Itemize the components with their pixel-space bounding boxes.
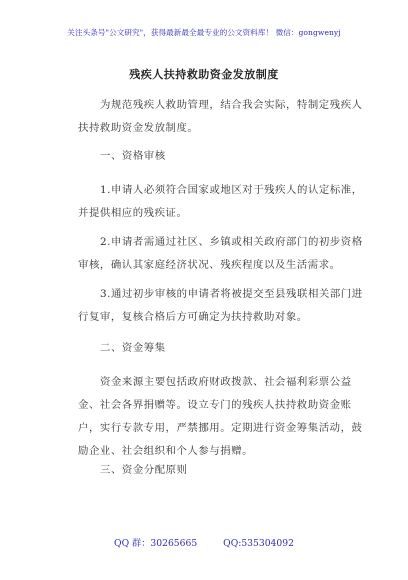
rule-2-text: 2.申请者需通过社区、乡镇或相关政府部门的初步资格审核，确认其家庭经济状况、残疾程度以及生活需求。 xyxy=(78,236,363,271)
rule-3-paragraph xyxy=(78,283,368,329)
funds-text: 资金来源主要包括政府财政拨款、社会福利彩票公益金、社会各界捐赠等。设立专门的残疾人扶持救助资金账户，实行专款专用，严禁挪用。定期进行资金筹集活动，鼓励企业、社会组织和个人参与捐赠。 xyxy=(78,376,363,457)
section-3-heading xyxy=(78,459,368,482)
footer-qq-group: QQ 群：30265665 xyxy=(114,538,198,549)
document-title: 残疾人扶持救助资金发放制度 xyxy=(129,68,279,81)
section-2-heading-text: 二、资金筹集 xyxy=(100,342,166,354)
intro-text: 为规范残疾人救助管理，结合我会实际，特制定残疾人扶持救助资金发放制度。 xyxy=(78,99,363,134)
footer-banner xyxy=(0,535,408,549)
rule-1-paragraph xyxy=(78,179,368,225)
header-banner: 关注头条号"公文研究"，获得最新最全最专业的公文资料库！ 微信：gongwenyj xyxy=(67,28,341,37)
rule-2-paragraph xyxy=(78,231,368,277)
rule-1-text: 1.申请人必须符合国家或地区对于残疾人的认定标准，并提供相应的残疾证。 xyxy=(78,184,363,219)
section-3-heading-text: 三、资金分配原则 xyxy=(100,464,188,476)
intro-paragraph xyxy=(78,94,368,140)
section-1-heading xyxy=(78,145,368,168)
funds-paragraph xyxy=(78,371,368,463)
rule-3-text: 3.通过初步审核的申请者将被提交至县残联相关部门进行复审，复核合格后方可确定为扶持救助对象。 xyxy=(78,288,363,323)
footer-qq: QQ:535304092 xyxy=(223,538,294,549)
section-1-heading-text: 一、资格审核 xyxy=(100,150,166,162)
section-2-heading xyxy=(78,337,368,360)
